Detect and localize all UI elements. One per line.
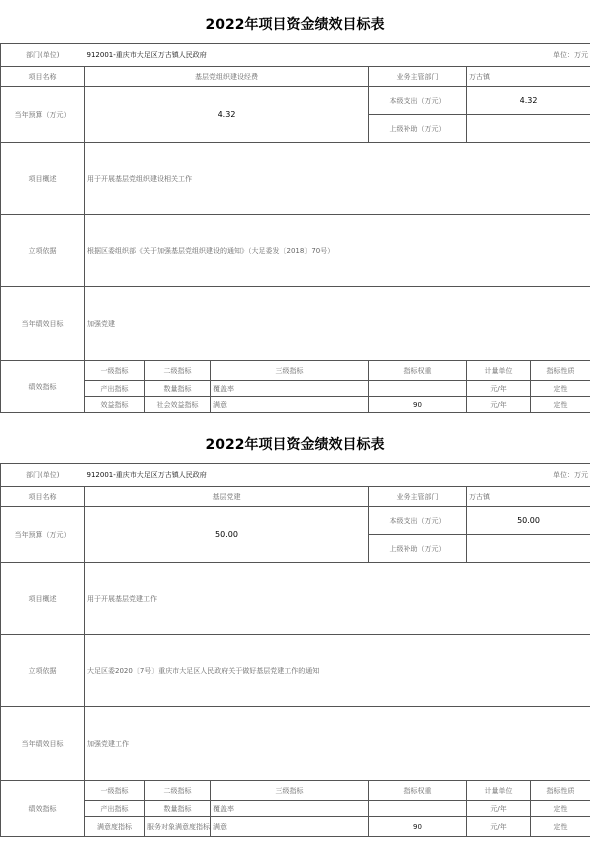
business-dept: 万古镇 [467,487,590,507]
unit-label: 部门(单位) [1,44,85,67]
table-row [1,381,590,397]
basis-text: 大足区委2020〔7号〕重庆市大足区人民政府关于做好基层党建工作的通知 [85,635,590,707]
header-cell: 一级指标 [85,361,145,381]
basis-label: 立项依据 [1,635,85,707]
cell: 元/年 [467,397,531,413]
unit-value: 912001-重庆市大足区万古镇人民政府 [85,44,467,67]
header-cell: 指标性质 [531,781,590,801]
cell: 满意度指标 [85,817,145,837]
cell: 效益指标 [85,397,145,413]
cell: 元/年 [467,817,531,837]
perf-label: 绩效指标 [1,781,85,837]
project-name: 基层党建 [85,487,369,507]
unit-label: 部门(单位) [1,464,85,487]
cell: 产出指标 [85,381,145,397]
transfer-label: 上级补助（万元） [369,115,467,143]
budget-row [1,507,590,535]
cell: 元/年 [467,381,531,397]
cell: 定性 [531,817,590,837]
this-level-label: 本级支出（万元） [369,87,467,115]
project-name-label: 项目名称 [1,67,85,87]
table-row [1,801,590,817]
this-level-value: 50.00 [467,507,590,535]
unit-value: 912001-重庆市大足区万古镇人民政府 [85,464,467,487]
basis-label: 立项依据 [1,215,85,287]
header-cell: 计量单位 [467,361,531,381]
perf-label: 绩效指标 [1,361,85,413]
overview-text: 用于开展基层党建工作 [85,563,590,635]
project-row [1,67,590,87]
unit-row [1,44,590,67]
cell: 90 [369,397,467,413]
header-cell: 一级指标 [85,781,145,801]
cell: 产出指标 [85,801,145,817]
overview-row [1,563,590,635]
unit-row [1,464,590,487]
goal-text: 加强党建 [85,287,590,361]
header-cell: 指标权重 [369,361,467,381]
money-unit: 单位：万元 [531,464,590,487]
cell: 满意 [211,817,369,837]
project-name-label: 项目名称 [1,487,85,507]
cell: 90 [369,817,467,837]
business-dept-label: 业务主管部门 [369,487,467,507]
budget-row [1,87,590,115]
goal-label: 当年绩效目标 [1,287,85,361]
header-cell: 三级指标 [211,361,369,381]
budget-label: 当年预算（万元） [1,87,85,143]
goal-row [1,707,590,781]
header-cell: 二级指标 [145,361,211,381]
money-unit: 单位：万元 [531,44,590,67]
cell: 定性 [531,381,590,397]
cell: 定性 [531,801,590,817]
header-cell: 计量单位 [467,781,531,801]
sheet-table [0,43,590,413]
project-name: 基层党组织建设经费 [85,67,369,87]
perf-header-row [1,781,590,801]
cell: 覆盖率 [211,381,369,397]
goal-label: 当年绩效目标 [1,707,85,781]
basis-row [1,215,590,287]
sheet-title: 2022年项目资金绩效目标表 [205,17,385,33]
basis-text: 根据区委组织部《关于加强基层党组织建设的通知》（大足委发〔2018〕70号） [85,215,590,287]
basis-row [1,635,590,707]
header-cell: 指标性质 [531,361,590,381]
cell [369,801,467,817]
business-dept-label: 业务主管部门 [369,67,467,87]
sheet-title: 2022年项目资金绩效目标表 [205,437,385,453]
cell: 数量指标 [145,381,211,397]
overview-label: 项目概述 [1,563,85,635]
cell: 覆盖率 [211,801,369,817]
header-cell: 三级指标 [211,781,369,801]
cell: 数量指标 [145,801,211,817]
transfer-value [467,115,590,143]
budget-total: 50.00 [85,507,369,563]
cell: 元/年 [467,801,531,817]
budget-total: 4.32 [85,87,369,143]
transfer-value [467,535,590,563]
budget-label: 当年预算（万元） [1,507,85,563]
overview-label: 项目概述 [1,143,85,215]
transfer-label: 上级补助（万元） [369,535,467,563]
goal-row [1,287,590,361]
goal-text: 加强党建工作 [85,707,590,781]
project-row [1,487,590,507]
this-level-label: 本级支出（万元） [369,507,467,535]
cell: 满意 [211,397,369,413]
perf-header-row [1,361,590,381]
sheet-table [0,463,590,837]
header-cell: 二级指标 [145,781,211,801]
cell: 定性 [531,397,590,413]
overview-text: 用于开展基层党组织建设相关工作 [85,143,590,215]
cell: 服务对象满意度指标 [145,817,211,837]
table-row [1,817,590,837]
business-dept: 万古镇 [467,67,590,87]
overview-row [1,143,590,215]
cell [369,381,467,397]
cell: 社会效益指标 [145,397,211,413]
header-cell: 指标权重 [369,781,467,801]
this-level-value: 4.32 [467,87,590,115]
table-row [1,397,590,413]
